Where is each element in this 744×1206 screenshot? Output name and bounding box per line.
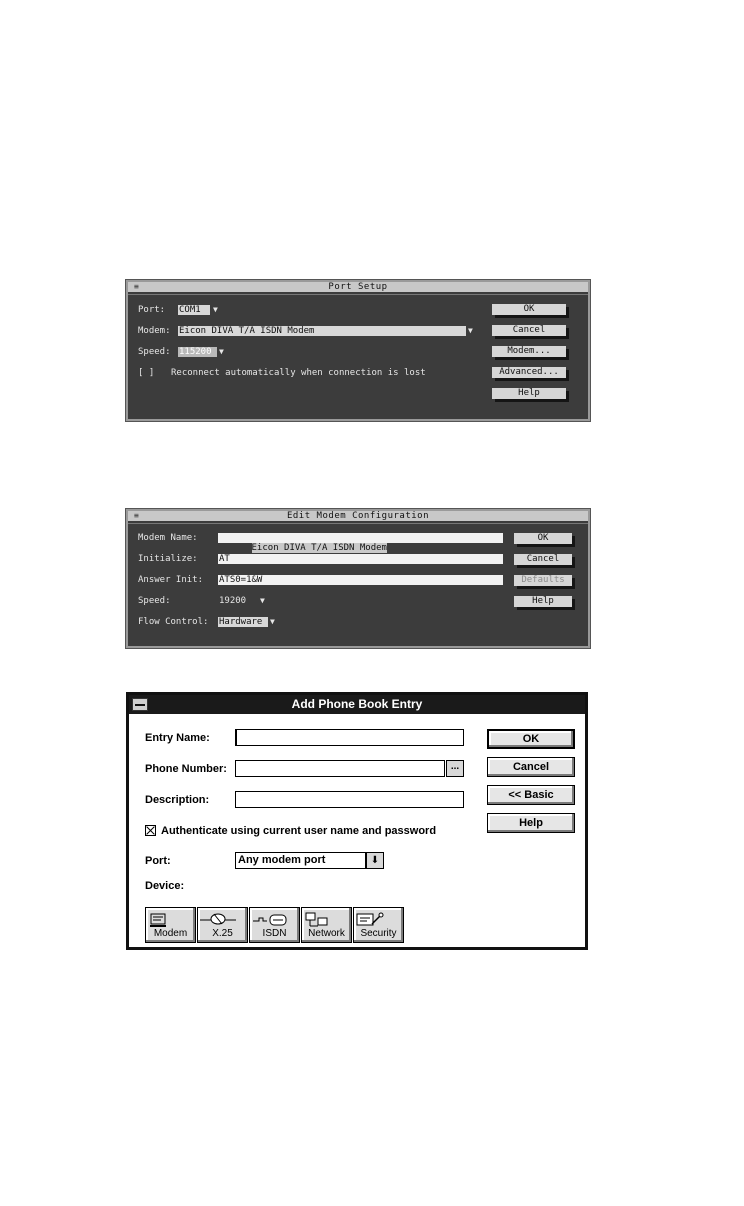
port-setup-titlebar (128, 282, 588, 292)
device-isdn-label: ISDN (262, 928, 287, 939)
ok-button[interactable]: OK (514, 533, 572, 544)
defaults-button[interactable]: Defaults (514, 575, 572, 586)
entry-name-label: Entry Name: (145, 732, 210, 744)
speed-label: Speed: (138, 347, 171, 357)
network-icon (302, 911, 332, 928)
cancel-button[interactable]: Cancel (487, 757, 575, 777)
device-modem-label: Modem (153, 928, 188, 939)
phone-number-input[interactable] (235, 760, 445, 777)
phonebook-title: Add Phone Book Entry (291, 697, 423, 711)
modem-name-label: Modem Name: (138, 533, 198, 543)
ok-button[interactable]: OK (492, 304, 566, 315)
edit-modem-dialog (126, 509, 590, 648)
port-setup-title: Port Setup (328, 282, 388, 292)
system-menu-icon[interactable]: ≡ (134, 511, 140, 520)
modem-select[interactable]: Eicon DIVA T/A ISDN Modem (178, 326, 466, 336)
port-setup-dialog (126, 280, 590, 421)
port-dropdown-icon[interactable]: ▼ (213, 305, 218, 314)
cancel-button[interactable]: Cancel (492, 325, 566, 336)
reconnect-checkbox[interactable]: [ ] (138, 368, 155, 378)
basic-button[interactable]: << Basic (487, 785, 575, 805)
speed-select[interactable]: 115200 (178, 347, 217, 357)
modem-button[interactable]: Modem... (492, 346, 566, 357)
port-label: Port: (138, 305, 166, 315)
isdn-icon (250, 911, 290, 928)
phonebook-titlebar (129, 695, 585, 714)
device-modem-button[interactable] (145, 907, 196, 943)
authenticate-label[interactable]: Authenticate using current user name and password (161, 825, 437, 837)
flow-control-select[interactable]: Hardware (218, 617, 268, 627)
help-button[interactable]: Help (492, 388, 566, 399)
port-select[interactable]: Any modem port (235, 852, 366, 869)
system-menu-icon[interactable]: ≡ (134, 282, 140, 291)
initialize-label: Initialize: (138, 554, 198, 564)
answer-init-label: Answer Init: (138, 575, 204, 585)
phone-number-label: Phone Number: (145, 763, 227, 775)
help-button[interactable]: Help (487, 813, 575, 833)
answer-init-field[interactable]: ATS0=1&W (218, 575, 503, 585)
advanced-button[interactable]: Advanced... (492, 367, 566, 378)
modem-speed-label: Speed: (138, 596, 171, 606)
edit-modem-title: Edit Modem Configuration (286, 511, 430, 521)
device-security-button[interactable] (353, 907, 404, 943)
x25-network-icon (198, 911, 238, 928)
flow-control-dropdown-icon[interactable]: ▼ (270, 617, 275, 626)
device-isdn-button[interactable] (249, 907, 300, 943)
security-key-icon (354, 911, 384, 928)
description-label: Description: (145, 794, 210, 806)
ok-button[interactable]: OK (487, 729, 575, 749)
entry-name-input[interactable] (235, 729, 464, 746)
modem-name-field[interactable] (218, 533, 503, 553)
authenticate-checkbox[interactable] (145, 825, 156, 836)
device-network-label: Network (308, 928, 345, 939)
port-select[interactable]: COM1 (178, 305, 210, 315)
reconnect-label[interactable]: Reconnect automatically when connection is lost (171, 368, 426, 378)
modem-dropdown-icon[interactable]: ▼ (468, 326, 473, 335)
cancel-button[interactable]: Cancel (514, 554, 572, 565)
modem-label: Modem: (138, 326, 171, 336)
flow-control-label: Flow Control: (138, 617, 209, 627)
device-label: Device: (145, 880, 185, 892)
add-phone-book-entry-dialog (126, 692, 588, 950)
speed-dropdown-icon[interactable]: ▼ (219, 347, 224, 356)
port-label: Port: (145, 855, 171, 867)
edit-modem-titlebar (128, 511, 588, 521)
port-dropdown-icon[interactable]: ⬇ (366, 852, 384, 869)
initialize-field[interactable]: AT (218, 554, 503, 564)
device-security-label: Security (360, 928, 397, 939)
phone-browse-button[interactable]: ... (446, 760, 464, 777)
system-menu-icon[interactable] (132, 698, 148, 711)
device-x25-button[interactable] (197, 907, 248, 943)
modem-speed-dropdown-icon[interactable]: ▼ (260, 596, 265, 605)
description-input[interactable] (235, 791, 464, 808)
help-button[interactable]: Help (514, 596, 572, 607)
device-x25-label: X.25 (212, 928, 233, 939)
device-network-button[interactable] (301, 907, 352, 943)
modem-name-value: Eicon DIVA T/A ISDN Modem (251, 543, 387, 553)
modem-icon (146, 911, 170, 928)
modem-speed-select[interactable]: 19200 (218, 596, 256, 606)
